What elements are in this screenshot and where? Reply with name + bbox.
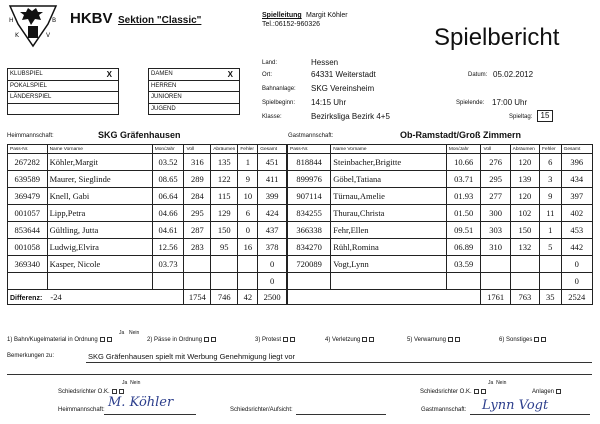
ges-cell: 451 [258,154,287,171]
feh-cell [238,273,258,290]
category-row [149,80,240,92]
total-abr: 746 [211,290,238,305]
home-team: SKG Gräfenhausen [98,130,181,140]
beginn-value: 14:15 Uhr [311,98,347,107]
date-cell: 12.56 [152,239,184,256]
checkbox-ja[interactable] [112,389,117,394]
name-cell [331,273,447,290]
col-pass: Pass-Nr. [288,145,331,154]
checkbox-nein[interactable] [541,337,546,342]
voll-cell [481,256,510,273]
category-table-right [148,68,240,115]
feh-cell: 6 [238,205,258,222]
voll-cell: 276 [481,154,510,171]
feh-cell: 0 [238,222,258,239]
svg-text:H: H [9,17,14,24]
abr-cell: 150 [211,222,238,239]
abr-cell: 122 [211,171,238,188]
totals-row [8,290,287,305]
date-cell: 04.61 [152,222,184,239]
category-row [149,92,240,104]
ges-cell: 442 [561,239,592,256]
anlagen-text: Anlagen [532,389,555,396]
home-results-table [7,144,287,305]
category-label: DAMEN [149,69,222,81]
voll-cell: 284 [184,188,211,205]
pass-cell: 907114 [288,188,331,205]
ende-label: Spielende: [456,100,485,106]
klasse-label: Klasse: [262,114,282,120]
name-cell: Göbel,Tatiana [331,171,447,188]
category-row [149,103,240,115]
check-item-label: 3) Protest [255,337,282,344]
pass-cell: 834270 [288,239,331,256]
feh-cell: 1 [539,222,561,239]
home-signature: M. Köhler [108,395,174,410]
voll-cell: 295 [481,171,510,188]
ges-cell: 437 [258,222,287,239]
category-label: JUGEND [149,103,222,115]
total-abr: 763 [510,290,539,305]
ges-cell: 434 [561,171,592,188]
sig-ja-label: Ja [122,380,128,386]
remarks-line-2 [7,374,592,375]
abr-cell: 139 [510,171,539,188]
ges-cell: 0 [561,273,592,290]
voll-cell: 289 [184,171,211,188]
sig-yes-no-right [488,380,506,386]
pass-cell: 366338 [288,222,331,239]
table-row [8,256,287,273]
org-name: HKBV [70,10,113,27]
voll-cell: 283 [184,239,211,256]
name-cell: Kasper, Nicole [47,256,152,273]
voll-cell: 277 [481,188,510,205]
date-cell: 10.66 [446,154,481,171]
feh-cell: 3 [539,171,561,188]
category-label: LÄNDERSPIEL [8,92,101,104]
check-nein-label: Nein [129,330,140,336]
col-abr: Abräumen [510,145,539,154]
category-row [149,69,240,81]
voll-cell: 287 [184,222,211,239]
category-mark [101,92,119,104]
category-table-left [7,68,119,115]
leitung-name: Margit Köhler [306,12,348,19]
totals-row [288,290,593,305]
table-row [8,154,287,171]
abr-cell: 120 [510,154,539,171]
land-value: Hessen [311,58,339,67]
voll-cell: 310 [481,239,510,256]
category-label: HERREN [149,80,222,92]
spieltag-value: 15 [537,110,553,122]
category-mark [101,103,119,115]
total-ges: 2524 [561,290,592,305]
pass-cell: 369479 [8,188,48,205]
col-abr: Abräumen [211,145,238,154]
date-cell: 03.73 [152,256,184,273]
feh-cell [539,273,561,290]
abr-cell: 120 [510,188,539,205]
name-cell: Maurer, Sieglinde [47,171,152,188]
pass-cell: 834255 [288,205,331,222]
col-feh: Fehler [539,145,561,154]
totals-spacer [288,290,481,305]
col-date: Mon/Jahr [446,145,481,154]
check-item [325,337,374,343]
difference-value: -24 [50,292,62,302]
abr-cell: 102 [510,205,539,222]
pass-cell [288,273,331,290]
pass-cell: 853644 [8,222,48,239]
difference-cell [8,290,184,305]
feh-cell: 9 [539,188,561,205]
total-feh: 42 [238,290,258,305]
feh-cell [539,256,561,273]
table-header [8,145,287,154]
date-cell [152,273,184,290]
pass-cell: 639589 [8,171,48,188]
date-cell: 01.93 [446,188,481,205]
category-row [8,92,119,104]
sr-label-text: Schiedsrichter O.K. [420,389,472,396]
guest-results-table [287,144,593,305]
checkbox-ja[interactable] [204,337,209,342]
date-cell: 03.59 [446,256,481,273]
date-cell: 08.65 [152,171,184,188]
ges-cell: 402 [561,205,592,222]
table-row [8,239,287,256]
table-row [288,205,593,222]
name-cell [47,273,152,290]
category-mark: X [222,69,240,81]
sr-aufsicht-line [296,414,386,415]
pass-cell: 720089 [288,256,331,273]
guest-team: Ob-Ramstadt/Groß Zimmern [400,130,522,140]
table-row [8,171,287,188]
abr-cell: 95 [211,239,238,256]
abr-cell: 150 [510,222,539,239]
checkbox-ja[interactable] [474,389,479,394]
voll-cell [481,273,510,290]
pass-cell [8,273,48,290]
col-name: Name Vorname [331,145,447,154]
feh-cell: 1 [238,154,258,171]
date-cell: 09.51 [446,222,481,239]
remarks-label: Bemerkungen zu: [7,353,55,359]
klasse-value: Bezirksliga Bezirk 4+5 [311,112,390,121]
date-cell: 03.71 [446,171,481,188]
check-item [407,337,460,343]
total-feh: 35 [539,290,561,305]
col-feh: Fehler [238,145,258,154]
feh-cell: 9 [238,171,258,188]
abr-cell: 129 [211,205,238,222]
voll-cell: 295 [184,205,211,222]
checkbox-ja[interactable] [534,337,539,342]
check-item-label: 6) Sonstiges [499,337,533,344]
category-row [8,80,119,92]
category-mark: X [101,69,119,81]
bahn-value: SKG Vereinsheim [311,84,375,93]
checkbox-nein[interactable] [290,337,295,342]
check-item [7,337,112,343]
datum-label: Datum: [468,72,488,78]
sig-yes-no-left [122,380,140,386]
checkbox-nein[interactable] [369,337,374,342]
date-cell: 06.64 [152,188,184,205]
hkbv-logo [6,2,60,48]
name-cell: Thurau,Christa [331,205,447,222]
col-voll: Voll [481,145,510,154]
land-label: Land: [262,60,278,66]
sig-nein-label: Nein [496,380,507,386]
checkbox-anlagen[interactable] [556,389,561,394]
abr-cell: 115 [211,188,238,205]
voll-cell: 300 [481,205,510,222]
checkbox-ja[interactable] [283,337,288,342]
guest-label: Gastmannschaft: [288,133,334,139]
check-item-label: 2) Pässe in Ordnung [147,337,203,344]
table-row [288,171,593,188]
ges-cell: 397 [561,188,592,205]
total-voll: 1761 [481,290,510,305]
check-item-label: 1) Bahn/Kugelmaterial in Ordnung [7,337,98,344]
name-cell: Steinbacher,Brigitte [331,154,447,171]
feh-cell: 11 [539,205,561,222]
pass-cell: 001058 [8,239,48,256]
ges-cell: 411 [258,171,287,188]
ges-cell: 399 [258,188,287,205]
table-row [288,188,593,205]
category-row [8,103,119,115]
ges-cell: 396 [561,154,592,171]
ges-cell: 453 [561,222,592,239]
checkbox-nein[interactable] [481,389,486,394]
page-title: Spielbericht [434,24,560,51]
voll-cell [184,273,211,290]
feh-cell: 10 [238,188,258,205]
feh-cell: 16 [238,239,258,256]
category-mark [101,80,119,92]
name-cell: Fehr,Ellen [331,222,447,239]
date-cell: 04.66 [152,205,184,222]
table-row [288,222,593,239]
sig-ja-label: Ja [488,380,494,386]
svg-text:K: K [15,32,19,39]
svg-text:V: V [46,32,51,39]
pass-cell: 818844 [288,154,331,171]
category-mark [222,80,240,92]
name-cell: Gültling, Jutta [47,222,152,239]
category-row [8,69,119,81]
sr-aufsicht-label: Schiedsrichter/Aufsicht: [230,407,293,413]
check-item-label: 4) Verletzung [325,337,361,344]
ges-cell: 424 [258,205,287,222]
feh-cell: 5 [539,239,561,256]
name-cell: Köhler,Margit [47,154,152,171]
table-row [8,188,287,205]
name-cell: Rühl,Romina [331,239,447,256]
table-row [288,256,593,273]
category-label: JUNIOREN [149,92,222,104]
ort-value: 64331 Weiterstadt [311,70,376,79]
pass-cell: 267282 [8,154,48,171]
check-item [255,337,295,343]
guest-sign-label: Gastmannschaft: [421,407,467,413]
check-item [147,337,216,343]
leitung-label: Spielleitung [262,12,302,19]
home-label: Heimmannschaft: [7,133,54,139]
voll-cell: 303 [481,222,510,239]
total-voll: 1754 [184,290,211,305]
home-sign-line [104,414,196,415]
abr-cell [211,273,238,290]
category-label: KLUBSPIEL [8,69,101,81]
remarks-line [86,362,592,363]
table-row [288,239,593,256]
remarks-text: SKG Gräfenhausen spielt mit Werbung Genehmigung liegt vor [88,352,296,361]
abr-cell [510,273,539,290]
checkbox-ja[interactable] [362,337,367,342]
name-cell: Vogt,Lynn [331,256,447,273]
checkbox-ja[interactable] [100,337,105,342]
home-sign-label: Heimmannschaft: [58,407,105,413]
checkbox-ja[interactable] [448,337,453,342]
total-ges: 2500 [258,290,287,305]
guest-sign-line [470,414,590,415]
ort-label: Ort: [262,72,272,78]
section-name: Sektion "Classic" [118,15,202,26]
checkbox-nein[interactable] [107,337,112,342]
ges-cell: 0 [561,256,592,273]
category-label: POKALSPIEL [8,80,101,92]
anlagen-label [532,389,561,395]
col-ges: Gesamt [258,145,287,154]
table-row [8,273,287,290]
guest-signature: Lynn Vogt [482,398,549,413]
sr-label-right [420,389,486,395]
table-row [288,273,593,290]
name-cell: Ludwig,Elvira [47,239,152,256]
pass-cell: 899976 [288,171,331,188]
ges-cell: 0 [258,273,287,290]
ges-cell: 378 [258,239,287,256]
check-ja-label: Ja [119,330,125,336]
abr-cell [510,256,539,273]
table-row [288,154,593,171]
col-ges: Gesamt [561,145,592,154]
checkbox-nein[interactable] [455,337,460,342]
difference-label: Differenz: [10,295,43,302]
table-row [8,222,287,239]
feh-cell [238,256,258,273]
abr-cell [211,256,238,273]
spieltag-label: Spieltag: [509,114,533,120]
pass-cell: 369340 [8,256,48,273]
date-cell: 01.50 [446,205,481,222]
name-cell: Knell, Gabi [47,188,152,205]
date-cell: 03.52 [152,154,184,171]
beginn-label: Spielbeginn: [262,100,296,106]
svg-text:B: B [52,17,57,24]
category-mark [222,103,240,115]
feh-cell: 6 [539,154,561,171]
ende-value: 17:00 Uhr [492,98,528,107]
category-label [8,103,101,115]
date-cell [446,273,481,290]
leitung-tel: Tel.:06152-960326 [262,21,320,28]
checkbox-nein[interactable] [211,337,216,342]
date-cell: 06.89 [446,239,481,256]
abr-cell: 132 [510,239,539,256]
col-pass: Pass-Nr. [8,145,48,154]
bahn-label: Bahnanlage: [262,86,296,92]
col-name: Name Vorname [47,145,152,154]
voll-cell: 316 [184,154,211,171]
pass-cell: 001057 [8,205,48,222]
datum-value: 05.02.2012 [493,70,534,79]
table-row [8,205,287,222]
check-item [499,337,546,343]
category-mark [222,92,240,104]
checkbox-nein[interactable] [119,389,124,394]
col-voll: Voll [184,145,211,154]
abr-cell: 135 [211,154,238,171]
voll-cell [184,256,211,273]
ges-cell: 0 [258,256,287,273]
col-date: Mon/Jahr [152,145,184,154]
name-cell: Türnau,Amelie [331,188,447,205]
sr-label-text: Schiedsrichter O.K. [58,389,110,396]
sig-nein-label: Nein [130,380,141,386]
check-item-label: 5) Verwarnung [407,337,447,344]
table-header [288,145,593,154]
name-cell: Lipp,Petra [47,205,152,222]
